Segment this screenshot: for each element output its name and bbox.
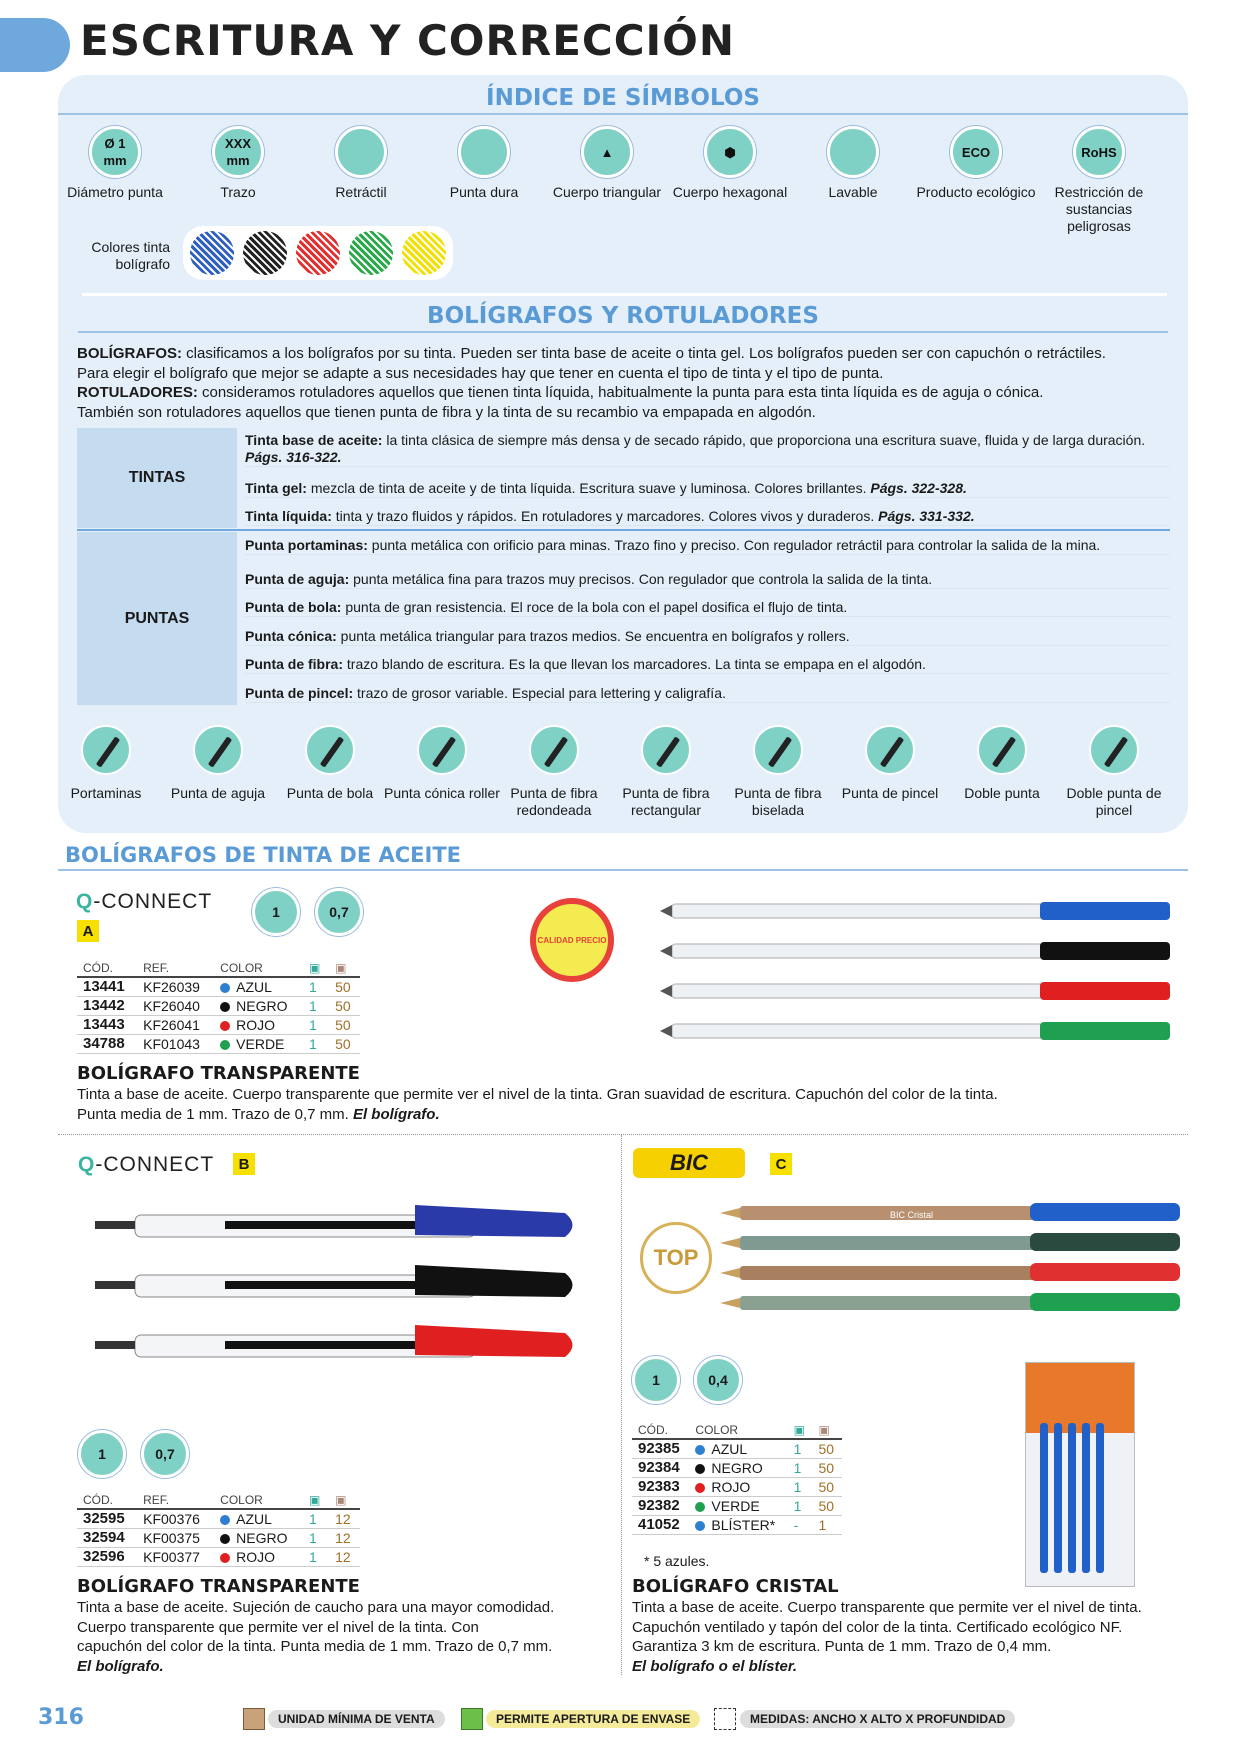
intro-line: Para elegir el bolígrafo que mejor se adapte a sus necesidades hay que tener en cuenta el tipo de tinta y el tipo de punta. [77,364,884,382]
pens-image-a [660,890,1170,1060]
product-color [689,1458,787,1477]
intro-line: consideramos rotuladores aquellos que tienen tinta líquida, habitualmente la punta para esta tinta líquida es de aguja o cónica. [197,384,1044,401]
stroke-icon [315,888,363,936]
oil-pens-heading: BOLÍGRAFOS DE TINTA DE ACEITE [65,843,461,867]
diameter-value: 1 [652,1372,660,1388]
ink-swatch [243,231,287,275]
color-name: NEGRO [236,1529,288,1546]
open-box-icon: ▣ [303,1492,329,1509]
color-dot [695,1464,705,1474]
hexagon-body-icon: ⬢ [704,126,756,178]
pack-qty: 50 [813,1458,842,1477]
product-table-b [77,1492,360,1567]
pen-green [660,1022,1170,1040]
footer-min-unit: UNIDAD MÍNIMA DE VENTA [268,1710,445,1728]
product-ref: KF00377 [137,1547,214,1566]
divider [58,1134,1188,1135]
symbol-retractable [301,126,421,201]
min-unit: 1 [303,1509,329,1528]
tip-item [832,725,948,802]
tip-item [496,725,612,819]
stroke-value: 0,7 [329,904,349,920]
open-box-icon: ▣ [303,960,329,977]
pack-qty: 50 [813,1477,842,1496]
product-code: 13442 [77,996,137,1015]
product-desc-b [77,1598,617,1676]
product-color [689,1496,787,1515]
color-name: VERDE [711,1497,760,1514]
open-box-icon: ▣ [788,1422,813,1439]
definition: punta metálica fina para trazos muy precisos. Con regulador que controla la salida de la tinta. [349,571,933,587]
symbol-eco [916,126,1036,201]
table-header [77,1492,360,1509]
tip-label: Punta de fibra rectangular [622,785,710,818]
pen-tip-icon [1089,725,1139,775]
min-unit: 1 [788,1496,813,1515]
ink-swatch [190,231,234,275]
symbol-label: Cuerpo triangular [552,184,662,200]
min-unit: 1 [303,996,329,1015]
product-title-c: BOLÍGRAFO CRISTAL [632,1576,839,1597]
brand-logo-bic [633,1148,745,1178]
term: Punta de fibra: [245,656,344,672]
color-dot [220,983,230,993]
box-icon [243,1708,265,1730]
symbol-hexagon-body [670,126,790,201]
symbol-triangle-body [547,126,667,201]
table-row [77,1547,360,1566]
tip-label: Punta cónica roller [384,785,500,801]
pen-blue [1068,1423,1076,1573]
definition: punta de gran resistencia. El roce de la bola con el papel dosifica el flujo de tinta. [341,599,848,615]
pack-qty: 12 [329,1509,360,1528]
table-row [77,1509,360,1528]
pen-red [660,982,1170,1000]
symbol-label: Cuerpo hexagonal [672,184,788,200]
pen-tip-icon [641,725,691,775]
tinta-row [245,508,1170,526]
pens-image-c [720,1198,1185,1338]
tip-item [160,725,276,802]
product-color [689,1439,787,1458]
tip-label: Portaminas [70,785,142,801]
seal-text: CALIDAD PRECIO [537,935,607,945]
footer-open-pack: PERMITE APERTURA DE ENVASE [486,1710,700,1728]
table-header [632,1422,842,1439]
tip-item [720,725,836,819]
pen-tip-icon [81,725,131,775]
rohs-icon: RoHS [1073,126,1125,178]
min-unit: 1 [788,1439,813,1458]
brand-logo-qconnect: Q-CONNECT [76,890,213,913]
pen-blue [720,1203,1180,1221]
stroke-value: 0,4 [708,1372,728,1388]
pen-blue [95,1205,573,1237]
pen-blue [1040,1423,1048,1573]
symbol-label: Retráctil [335,184,387,200]
product-color [214,1547,303,1566]
pack-qty: 1 [813,1515,842,1534]
intro-line: clasificamos a los bolígrafos por su tinta. Pueden ser tinta base de aceite o tinta gel. Los bolígrafos pueden ser con capuchón o retráctiles. [182,345,1106,362]
table-row [77,996,360,1015]
color-name: ROJO [711,1478,751,1495]
table-row [632,1515,842,1534]
min-unit: - [788,1515,813,1534]
product-code: 92382 [632,1496,689,1515]
term: Punta cónica: [245,628,337,644]
tip-label: Punta de fibra redondeada [510,785,598,818]
term: Punta de aguja: [245,571,350,587]
tintas-label: TINTAS [77,428,237,528]
footer-dimensions: MEDIDAS: ANCHO X ALTO X PROFUNDIDAD [740,1710,1015,1728]
term: Punta portaminas: [245,537,368,553]
pen-tip-icon [417,725,467,775]
column-header: CÓD. [77,960,137,977]
pack-qty: 50 [329,1015,360,1034]
puntas-label: PUNTAS [77,532,237,705]
tip-item [608,725,724,819]
intro-line: También son rotuladores aquellos que tienen punta de fibra y la tinta de su recambio va empapada en algodón. [77,403,816,421]
product-ref: KF00375 [137,1528,214,1547]
punta-row [245,656,1170,674]
color-name: ROJO [236,1016,276,1033]
color-dot [220,1040,230,1050]
table-row [77,1015,360,1034]
color-dot [695,1483,705,1493]
punta-row [245,599,1170,617]
color-name: NEGRO [236,997,288,1014]
divider [58,869,1188,871]
desc-emphasis: El bolígrafo. [352,1105,440,1123]
desc-line: Tinta a base de aceite. Sujeción de caucho para una mayor comodidad. [77,1599,555,1616]
symbol-washable [793,126,913,201]
product-code: 34788 [77,1034,137,1053]
table-row [632,1458,842,1477]
desc-line: Punta media de 1 mm. Trazo de 0,7 mm. [77,1105,353,1123]
product-color [214,1015,303,1034]
column-header: REF. [137,960,214,977]
color-dot [220,1021,230,1031]
definition: trazo blando de escritura. Es la que llevan los marcadores. La tinta se empapa en el algodón. [343,656,926,672]
color-dot [220,1534,230,1544]
box-icon: ▣ [329,960,360,977]
min-unit: 1 [303,1015,329,1034]
definition: la tinta clásica de siempre más densa y de secado rápido, que proporciona una escritura suave, fluida y de larga duración. [382,432,1146,448]
color-name: ROJO [236,1548,276,1565]
symbol-label: Restricción de sustancias peligrosas [1054,184,1144,234]
diameter-icon [78,1430,126,1478]
diameter-value: 1 [272,904,280,920]
tip-label: Punta de aguja [170,785,266,801]
pen-red [95,1325,573,1357]
page-ref: Págs. 316-322. [245,449,342,465]
symbol-label: Producto ecológico [916,184,1036,200]
product-code: 92383 [632,1477,689,1496]
pen-blue [1096,1423,1104,1573]
min-unit: 1 [303,977,329,996]
pen-tip-icon [529,725,579,775]
pen-black [95,1265,573,1297]
product-code: 13443 [77,1015,137,1034]
pack-qty: 50 [329,977,360,996]
divider [82,293,1167,296]
color-name: NEGRO [711,1459,763,1476]
pen-tip-icon [753,725,803,775]
symbol-diameter [55,126,175,201]
color-name: AZUL [711,1440,748,1457]
hard-tip-icon [458,126,510,178]
product-color [689,1515,787,1534]
desc-line: Cuerpo transparente que permite ver el nivel de la tinta. Con [77,1618,479,1636]
pen-black [660,942,1170,960]
blister-pack-image [1025,1362,1135,1587]
table-row [77,1034,360,1053]
pack-qty: 50 [329,1034,360,1053]
product-code: 92385 [632,1439,689,1458]
symbol-label: Trazo [220,184,256,200]
product-code: 92384 [632,1458,689,1477]
term-boligrafos: BOLÍGRAFOS: [77,345,182,362]
pens-image-b [95,1195,575,1380]
min-unit: 1 [788,1477,813,1496]
open-box-icon [461,1708,483,1730]
stroke-icon [141,1430,189,1478]
min-unit: 1 [303,1034,329,1053]
product-table-a [77,960,360,1054]
table-header [77,960,360,977]
table-row [77,1528,360,1547]
retractable-icon [335,126,387,178]
color-dot [695,1445,705,1455]
pack-qty: 50 [813,1496,842,1515]
tip-item [48,725,164,802]
tip-item [1056,725,1172,819]
term-rotuladores: ROTULADORES: [77,384,198,401]
product-color [214,1034,303,1053]
diameter-icon [252,888,300,936]
symbol-stroke [178,126,298,201]
tip-item [272,725,388,802]
eco-icon: ECO [950,126,1002,178]
table-row [77,977,360,996]
ink-colors-label: Colores tinta bolígrafo [91,239,170,272]
ink-swatch [296,231,340,275]
diameter-value: 1 [98,1446,106,1462]
color-dot [220,1515,230,1525]
color-name: VERDE [236,1035,285,1052]
color-dot [695,1521,705,1531]
product-color [214,1528,303,1547]
quality-price-seal [530,898,614,982]
tip-label: Punta de bola [286,785,374,801]
column-header: REF. [137,1492,214,1509]
pen-blue [660,902,1170,920]
symbol-rohs [1039,126,1159,235]
top-text: TOP [653,1245,699,1270]
tip-label: Doble punta [964,785,1040,801]
diameter-icon [632,1356,680,1404]
color-dot [695,1502,705,1512]
desc-line: Tinta a base de aceite. Cuerpo transparente que permite ver el nivel de la tinta. Gran suavidad de escritura. Capuchón del color de la tinta. [77,1086,998,1103]
color-name: AZUL [236,978,272,995]
section-tab [0,18,70,72]
product-code: 32594 [77,1528,137,1547]
brand-logo-qconnect: Q-CONNECT [78,1153,215,1176]
product-color [214,996,303,1015]
tinta-row [245,432,1170,467]
top-seal [640,1222,712,1294]
punta-row [245,537,1170,555]
symbol-hard-tip [424,126,544,201]
color-dot [220,1002,230,1012]
diameter-icon: Ø 1 mm [89,126,141,178]
table-row [632,1439,842,1458]
tip-item [944,725,1060,802]
column-header: COLOR [214,1492,303,1509]
desc-line: capuchón del color de la tinta. Punta media de 1 mm. Trazo de 0,7 mm. [77,1638,553,1655]
symbol-label: Diámetro punta [67,184,163,200]
tip-label: Punta de fibra biselada [734,785,822,818]
page-title: ESCRITURA Y CORRECCIÓN [80,16,736,65]
divider [78,331,1168,333]
pen-tip-icon [865,725,915,775]
ink-swatch [349,231,393,275]
color-dot [220,1553,230,1563]
pens-heading: BOLÍGRAFOS Y ROTULADORES [427,303,819,329]
product-badge: A [77,920,99,942]
product-code: 32596 [77,1547,137,1566]
page-ref: Págs. 322-328. [870,480,967,496]
page-number: 316 [38,1705,84,1730]
tip-label: Doble punta de pincel [1066,785,1162,818]
symbols-heading: ÍNDICE DE SÍMBOLOS [486,85,760,111]
stroke-icon [694,1356,742,1404]
definition: trazo de grosor variable. Especial para lettering y caligrafía. [353,685,726,701]
color-name: AZUL [236,1510,272,1527]
triangle-body-icon: ▲ [581,126,633,178]
definition: tinta y trazo fluidos y rápidos. En rotuladores y marcadores. Colores vivos y duraderos. [331,508,879,524]
term: Punta de pincel: [245,685,354,701]
product-ref: KF00376 [137,1509,214,1528]
product-table-c [632,1422,842,1535]
desc-emphasis: El bolígrafo o el blíster. [632,1657,798,1675]
pen-black [720,1233,1180,1251]
product-badge: B [233,1153,255,1175]
washable-icon [827,126,879,178]
color-name: BLÍSTER* [711,1516,776,1533]
product-ref: KF26040 [137,996,214,1015]
product-title-b: BOLÍGRAFO TRANSPARENTE [77,1576,360,1597]
column-header: COLOR [214,960,303,977]
min-unit: 1 [788,1458,813,1477]
desc-emphasis: El bolígrafo. [77,1657,164,1675]
column-header: CÓD. [632,1422,689,1439]
pen-green [720,1293,1180,1311]
desc-line: Tinta a base de aceite. Cuerpo transparente que permite ver el nivel de tinta. [632,1599,1142,1616]
product-desc-c [632,1598,1192,1676]
product-ref: KF01043 [137,1034,214,1053]
definition: punta metálica triangular para trazos medios. Se encuentra en bolígrafos y rollers. [336,628,850,644]
min-unit: 1 [303,1528,329,1547]
product-code: 13441 [77,977,137,996]
box-icon: ▣ [813,1422,842,1439]
divider [58,113,1188,115]
intro-text [77,344,1177,422]
pack-qty: 12 [329,1547,360,1566]
product-code: 41052 [632,1515,689,1534]
pen-label: BIC Cristal [890,1210,934,1220]
product-ref: KF26041 [137,1015,214,1034]
pen-blue [1082,1423,1090,1573]
min-unit: 1 [303,1547,329,1566]
term: Punta de bola: [245,599,342,615]
table-row [632,1477,842,1496]
tinta-row [245,480,1170,498]
product-color [214,977,303,996]
ink-swatch [402,231,446,275]
stroke-icon: XXX mm [212,126,264,178]
punta-row [245,571,1170,589]
pen-tip-icon [193,725,243,775]
page-ref: Págs. 331-332. [878,508,975,524]
tip-label: Punta de pincel [841,785,939,801]
product-code: 32595 [77,1509,137,1528]
product-title-a: BOLÍGRAFO TRANSPARENTE [77,1063,360,1084]
brand-name: BIC [670,1150,708,1175]
product-badge: C [770,1153,792,1175]
pen-tip-icon [977,725,1027,775]
tip-item [384,725,500,802]
term: Tinta gel: [245,480,307,496]
pack-qty: 12 [329,1528,360,1547]
divider [621,1135,622,1675]
pack-qty: 50 [329,996,360,1015]
table-row [632,1496,842,1515]
stroke-value: 0,7 [155,1446,175,1462]
symbol-label: Punta dura [449,184,519,200]
pack-qty: 50 [813,1439,842,1458]
pen-tip-icon [305,725,355,775]
definition: punta metálica con orificio para minas. Trazo fino y preciso. Con regulador retráctil para controlar la salida de la mina. [367,537,1101,553]
desc-line: Capuchón ventilado y tapón del color de la tinta. Certificado ecológico NF. [632,1618,1123,1636]
pen-red [720,1263,1180,1281]
punta-row [245,628,1170,646]
blister-note: * 5 azules. [644,1553,710,1569]
product-desc-a [77,1085,1177,1124]
product-color [689,1477,787,1496]
term: Tinta líquida: [245,508,332,524]
box-icon: ▣ [329,1492,360,1509]
column-header: CÓD. [77,1492,137,1509]
pen-blue [1054,1423,1062,1573]
desc-line: Garantiza 3 km de escritura. Punta de 1 mm. Trazo de 0,4 mm. [632,1638,1052,1655]
symbol-label: Lavable [828,184,878,200]
definition: mezcla de tinta de aceite y de tinta líquida. Escritura suave y luminosa. Colores brillantes. [306,480,871,496]
divider [77,529,1170,531]
dimensions-icon [714,1708,736,1730]
column-header: COLOR [689,1422,787,1439]
product-ref: KF26039 [137,977,214,996]
product-color [214,1509,303,1528]
punta-row [245,685,1170,703]
term: Tinta base de aceite: [245,432,383,448]
